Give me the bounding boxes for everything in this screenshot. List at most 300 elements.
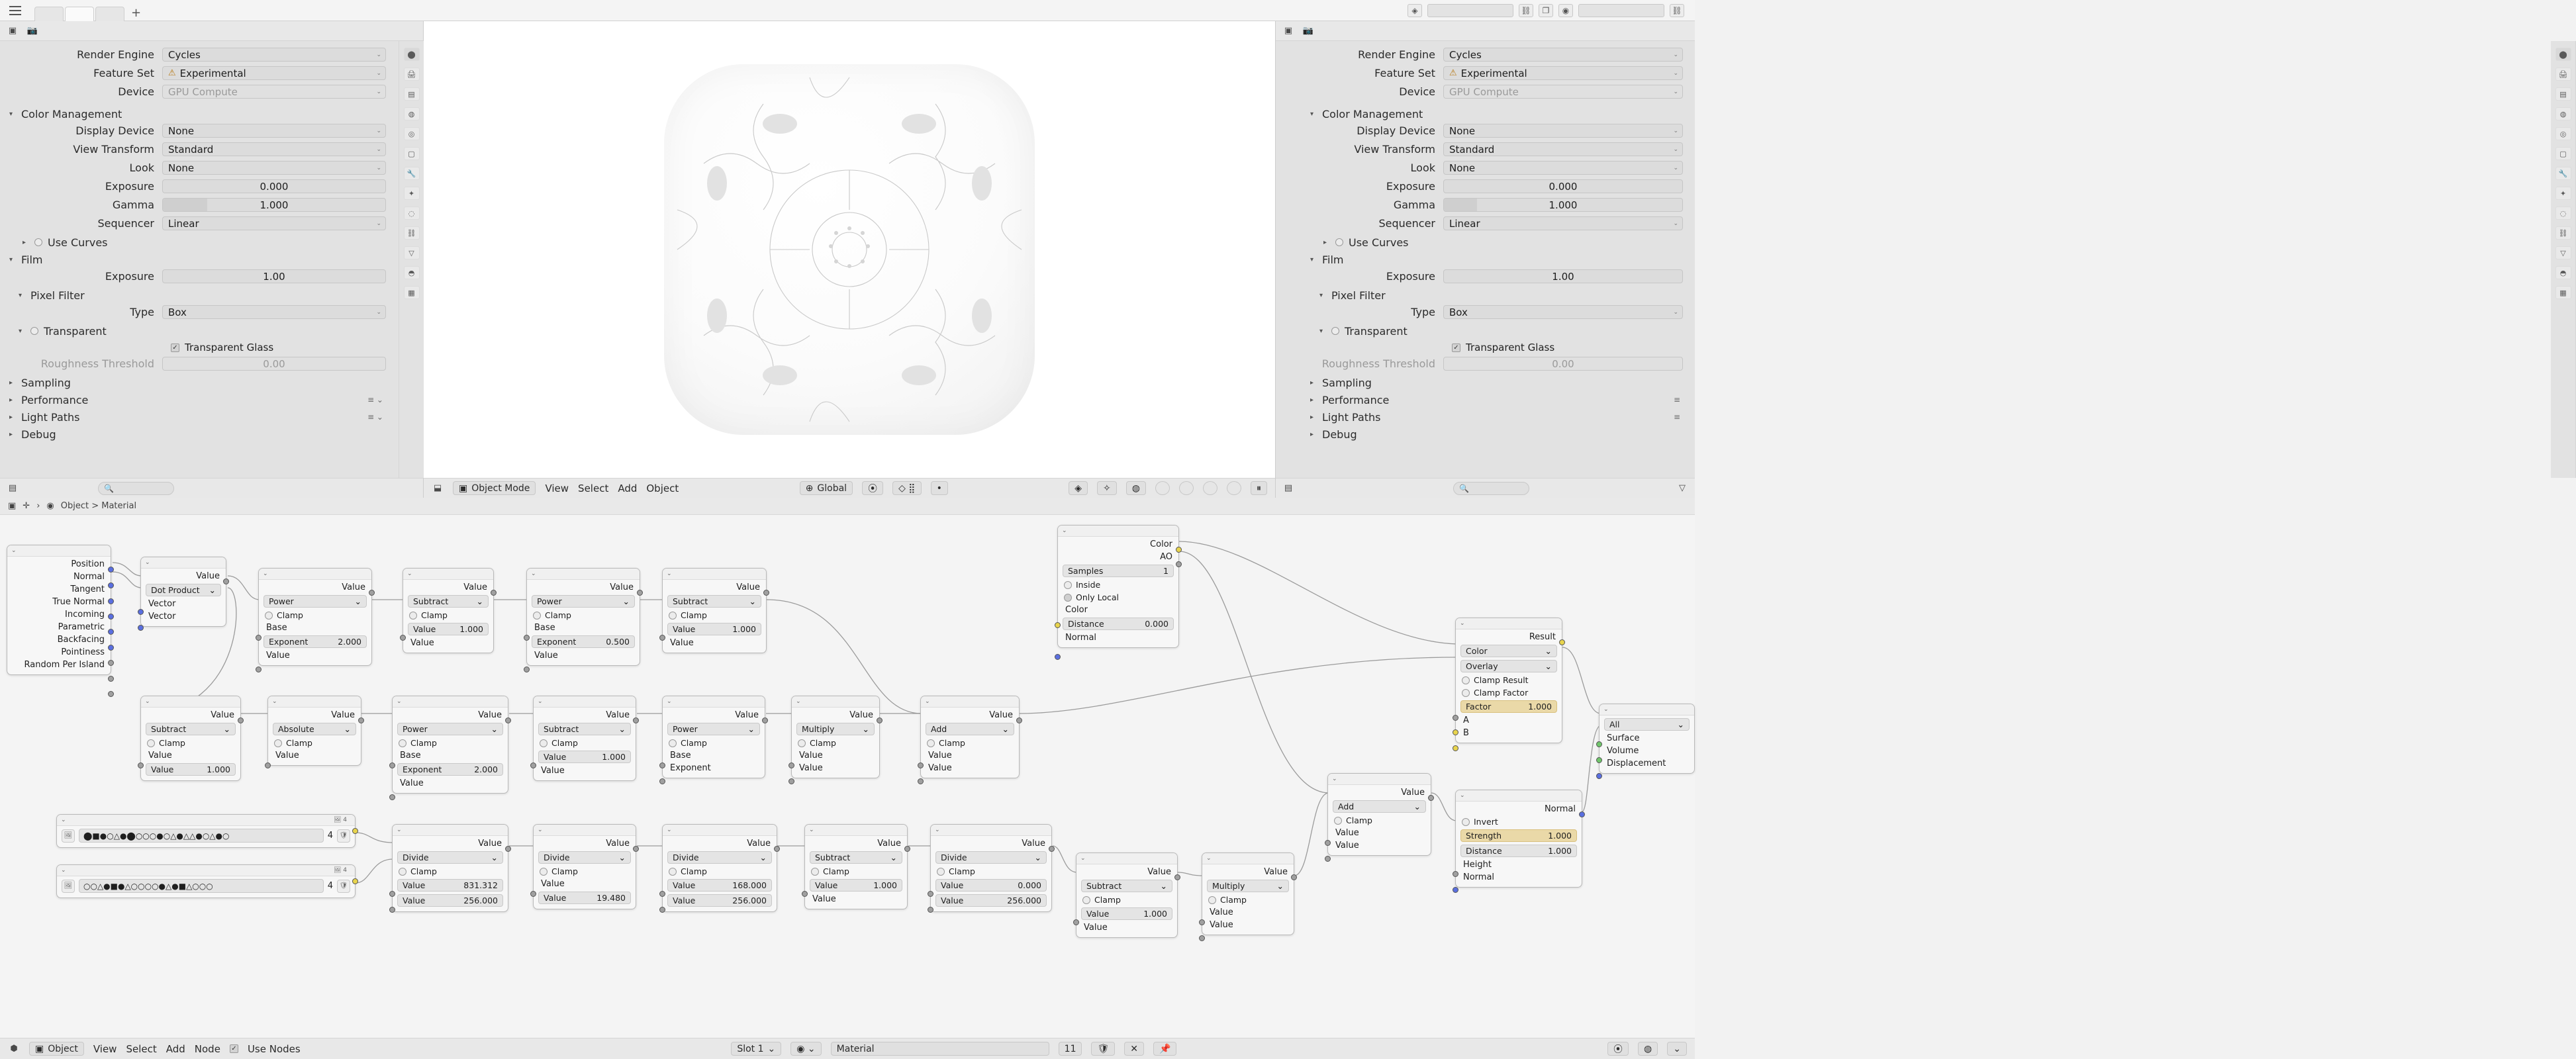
node-bump[interactable] [1455,790,1582,888]
render-properties-icon[interactable]: 📷 [26,26,38,36]
output-socket[interactable] [369,590,375,596]
menu-object[interactable]: Object [646,482,679,494]
world-icon[interactable]: ◉ [1558,4,1573,17]
node-header[interactable]: ⌄ 🖼 4 [57,815,355,826]
node-ambient-occlusion[interactable] [1057,525,1179,648]
operation-dropdown[interactable]: Multiply ⌄ [796,723,875,735]
output-socket[interactable] [108,614,114,620]
exponent-field[interactable] [263,635,367,648]
add-node-icon[interactable]: ✛ [23,501,30,511]
clamp-row[interactable] [1333,815,1426,825]
viewport-canvas[interactable] [424,21,1275,478]
operation-dropdown[interactable]: Add ⌄ [926,723,1014,735]
clamp-row[interactable] [146,738,236,748]
value-field[interactable] [538,892,631,904]
editor-type-icon[interactable]: ⬓ [433,483,442,493]
value-field-1[interactable] [667,879,772,892]
input-socket[interactable] [928,891,933,897]
output-socket[interactable] [637,590,643,596]
tab-render[interactable]: ⬤ [2555,48,2571,61]
input-socket[interactable] [389,794,395,800]
node-header[interactable]: ⌄ [663,569,766,580]
display-device-dropdown[interactable] [162,124,386,138]
clamp-checkbox[interactable] [399,868,406,876]
operation-dropdown[interactable]: Power ⌄ [532,595,635,608]
input-socket-factor[interactable] [1453,715,1458,721]
input-socket[interactable] [1073,919,1079,925]
transparent-checkbox[interactable] [1331,327,1339,335]
operation-dropdown[interactable]: Add ⌄ [1333,800,1426,813]
image-users-count[interactable]: 4 [327,881,333,891]
material-name-field[interactable] [831,1042,1049,1056]
device-dropdown[interactable] [1443,85,1683,99]
menu-add[interactable]: Add [618,482,638,494]
clamp-row[interactable] [263,610,367,620]
use-curves-section[interactable] [0,234,398,251]
debug-section[interactable] [0,426,398,443]
operation-dropdown[interactable]: Subtract ⌄ [146,723,236,735]
shield-icon[interactable]: 🛡 [1091,1042,1115,1056]
clamp-checkbox[interactable] [1208,896,1216,904]
node-math-subtract-1[interactable] [403,568,494,653]
clamp-row[interactable] [1081,895,1172,905]
menu-select[interactable]: Select [126,1042,157,1055]
clamp-row[interactable] [796,738,875,748]
output-socket-normal[interactable] [1579,811,1585,817]
value-field[interactable] [667,623,761,635]
node-header[interactable]: ⌄ [663,825,777,836]
input-socket-normal[interactable] [1453,887,1458,893]
gamma-slider[interactable] [1443,198,1683,212]
browse-image-icon[interactable]: 🖼 [62,829,75,843]
input-socket[interactable] [659,635,665,641]
light-paths-extra-icons[interactable]: ≡ ⌄ [367,412,383,422]
snap-toggle[interactable]: ⦿ [862,481,883,495]
transform-orientation-dropdown[interactable] [800,481,853,495]
node-header[interactable]: ⌄ [393,696,508,708]
add-workspace-button[interactable]: + [131,5,142,20]
pixel-filter-type-dropdown[interactable] [1443,305,1683,319]
sampling-section[interactable] [0,374,398,391]
node-header[interactable]: ⌄ [259,569,371,580]
operation-dropdown[interactable]: Power ⌄ [397,723,503,735]
samples-field[interactable] [1063,565,1174,577]
overlay-toggle[interactable]: ◍ [1126,481,1146,495]
transparent-section[interactable] [1301,322,1695,340]
feature-set-dropdown[interactable] [162,66,386,80]
output-socket[interactable] [633,717,639,723]
options-node-icon[interactable]: ⌄ [1667,1042,1687,1056]
exposure-slider[interactable] [162,179,386,193]
output-socket[interactable] [1049,846,1055,852]
node-header[interactable]: ⌄ [805,825,907,836]
tab-data[interactable]: ▽ [404,246,420,259]
clamp-row[interactable] [667,738,760,748]
menu-add[interactable]: Add [166,1042,185,1055]
film-section[interactable] [1301,251,1695,268]
roughness-threshold-slider[interactable] [1443,357,1683,371]
image-name-field[interactable] [79,879,324,893]
overlay-node-icon[interactable]: ◍ [1638,1042,1658,1056]
node-header[interactable]: ⌄ [1076,853,1177,864]
editor-type-icon[interactable]: ▣ [8,26,17,36]
view-transform-dropdown[interactable] [162,142,386,156]
shader-type-dropdown[interactable] [29,1042,84,1056]
clamp-row[interactable] [273,738,356,748]
output-socket[interactable] [762,717,768,723]
clamp-checkbox[interactable] [669,612,677,620]
operation-dropdown[interactable]: Multiply ⌄ [1207,880,1289,892]
tab-material[interactable]: ◓ [404,266,420,279]
tab-physics[interactable]: ◌ [404,207,420,220]
tab-object[interactable]: ▢ [2555,147,2571,160]
input-socket[interactable] [918,762,924,768]
input-socket[interactable] [530,762,536,768]
material-users-count[interactable] [1059,1042,1082,1056]
output-socket[interactable] [491,590,497,596]
input-socket-b[interactable] [1453,745,1458,751]
input-socket-a[interactable] [1453,729,1458,735]
pixel-filter-type-dropdown[interactable] [162,305,386,319]
clamp-checkbox[interactable] [540,868,548,876]
output-socket[interactable] [223,578,229,584]
input-socket[interactable] [530,891,536,897]
node-header[interactable]: ⌄ [1328,774,1431,785]
performance-extra-icons[interactable]: ≡ [1673,395,1680,404]
output-socket-ao[interactable] [1176,561,1182,567]
workspace-tab-1[interactable] [34,7,64,21]
menu-view[interactable]: View [545,482,569,494]
clamp-checkbox[interactable] [409,612,417,620]
input-socket[interactable] [524,635,530,641]
node-image-texture-group-2[interactable] [56,864,356,898]
clamp-checkbox[interactable] [265,612,273,620]
tab-particles[interactable]: ✦ [404,187,420,200]
clamp-result-row[interactable] [1460,675,1557,685]
node-geometry[interactable] [7,545,111,675]
look-dropdown[interactable] [1443,161,1683,175]
transparent-checkbox[interactable] [30,327,38,335]
color-management-section[interactable] [1301,105,1695,122]
node-math-subtract-5[interactable] [804,824,908,909]
clamp-row[interactable] [532,610,635,620]
view-transform-dropdown[interactable] [1443,142,1683,156]
clamp-row[interactable] [397,738,503,748]
exponent-field[interactable] [532,635,635,648]
node-math-power-3[interactable] [392,696,508,794]
editor-type-icon[interactable]: ⬢ [10,1044,18,1054]
node-header[interactable]: ⌄ [403,569,493,580]
input-socket[interactable] [788,762,794,768]
node-math-divide-3[interactable] [662,824,777,912]
node-header[interactable]: ⌄ [1058,526,1178,537]
sequencer-dropdown[interactable] [162,216,386,230]
exponent-field[interactable] [397,763,503,776]
node-header[interactable]: ⌄ [931,825,1051,836]
input-socket[interactable] [802,891,808,897]
target-dropdown[interactable]: All ⌄ [1604,718,1690,731]
use-curves-checkbox[interactable] [1335,238,1343,246]
input-socket[interactable] [389,762,395,768]
clamp-checkbox[interactable] [669,868,677,876]
node-math-subtract-3[interactable] [140,696,241,781]
mode-dropdown[interactable] [453,481,536,495]
clamp-row[interactable] [810,866,902,876]
use-nodes-checkbox[interactable]: ✓ [230,1044,238,1053]
only-local-checkbox[interactable] [1064,594,1072,602]
output-socket[interactable] [238,717,244,723]
operation-dropdown[interactable]: Divide ⌄ [667,851,772,864]
pixel-filter-section[interactable] [0,287,398,304]
tab-scene[interactable]: ◍ [404,107,420,120]
only-local-row[interactable] [1063,592,1174,602]
tab-world[interactable]: ◎ [404,127,420,140]
debug-section[interactable] [1301,426,1695,443]
tab-scene[interactable]: ◍ [2555,107,2571,120]
output-socket[interactable] [505,846,511,852]
node-header[interactable]: ⌄ [1599,704,1694,715]
operation-dropdown[interactable]: Subtract ⌄ [1081,880,1172,892]
value-field-1[interactable] [935,879,1047,892]
pixel-filter-section[interactable] [1301,287,1695,304]
value-field-2[interactable] [935,894,1047,907]
material-browse-icon[interactable]: ◉ ⌄ [790,1042,821,1056]
clamp-row[interactable] [667,866,772,876]
node-header[interactable]: ⌄ [141,557,226,569]
node-header[interactable]: ⌄ [268,696,361,708]
output-socket[interactable] [1291,874,1297,880]
clamp-row[interactable] [1207,895,1289,905]
film-section[interactable] [0,251,398,268]
input-socket[interactable] [1325,856,1331,862]
tab-texture[interactable]: ▦ [2555,286,2571,299]
output-socket[interactable] [904,846,910,852]
node-math-subtract-4[interactable] [533,696,636,781]
input-socket[interactable] [389,907,395,913]
world-link-icon[interactable]: ⛓ [1670,4,1684,17]
output-socket-color[interactable] [1176,547,1182,553]
menu-select[interactable]: Select [578,482,609,494]
render-properties-icon[interactable]: 📷 [1302,26,1314,36]
operation-dropdown[interactable]: Dot Product ⌄ [146,584,221,596]
tab-material[interactable]: ◓ [2555,266,2571,279]
tab-view-layer[interactable]: ▤ [2555,87,2571,101]
input-socket[interactable] [256,635,262,641]
tab-constraints[interactable]: ⛓ [404,226,420,240]
invert-checkbox[interactable] [1462,818,1470,826]
feature-set-dropdown[interactable] [1443,66,1683,80]
operation-dropdown[interactable]: Power ⌄ [263,595,367,608]
use-curves-checkbox[interactable] [34,238,42,246]
render-engine-dropdown[interactable] [1443,48,1683,62]
roughness-threshold-slider[interactable] [162,357,386,371]
clamp-checkbox[interactable] [399,739,406,747]
output-socket[interactable] [108,676,114,682]
close-icon[interactable]: ✕ [1124,1042,1144,1056]
slot-dropdown[interactable]: Slot 1 ⌄ [731,1042,781,1056]
input-socket[interactable] [1325,840,1331,846]
clamp-row[interactable] [667,610,761,620]
value-field[interactable] [810,879,902,892]
input-socket[interactable] [659,778,665,784]
pause-render-button[interactable]: ⏸ [1251,481,1267,495]
input-socket-color[interactable] [1055,622,1061,628]
clamp-factor-row[interactable] [1460,688,1557,698]
film-exposure-slider[interactable] [162,269,386,283]
output-socket-result[interactable] [1559,639,1565,645]
film-exposure-slider[interactable] [1443,269,1683,283]
output-socket[interactable] [763,590,769,596]
tab-view-layer[interactable]: ▤ [404,87,420,101]
clamp-checkbox[interactable] [533,612,541,620]
operation-dropdown[interactable]: Subtract ⌄ [538,723,631,735]
node-header[interactable]: ⌄ [663,696,765,708]
output-socket[interactable] [108,582,114,588]
input-socket-surface[interactable] [1596,741,1602,747]
clamp-checkbox[interactable] [1082,896,1090,904]
node-material-output[interactable] [1599,704,1695,774]
tab-texture[interactable]: ▦ [404,286,420,299]
output-socket[interactable] [108,691,114,697]
copy-icon[interactable]: ❐ [1539,4,1553,17]
color-dropdown[interactable]: Color ⌄ [1460,645,1557,657]
tab-physics[interactable]: ◌ [2555,207,2571,220]
tab-render[interactable]: ⬤ [404,48,420,61]
tab-modifiers[interactable]: 🔧 [404,167,420,180]
clamp-result-checkbox[interactable] [1462,676,1470,684]
clamp-row[interactable] [408,610,489,620]
clamp-checkbox[interactable] [811,868,819,876]
clamp-factor-checkbox[interactable] [1462,689,1470,697]
input-socket-displacement[interactable] [1596,773,1602,779]
pin-icon[interactable]: 📌 [1153,1042,1176,1056]
node-math-multiply-1[interactable] [791,696,880,778]
input-socket-volume[interactable] [1596,757,1602,763]
input-socket[interactable] [524,667,530,672]
node-math-subtract-2[interactable] [662,568,767,653]
snap-node-icon[interactable]: ⦿ [1607,1042,1629,1056]
clamp-checkbox[interactable] [274,739,282,747]
value-field-2[interactable] [667,894,772,907]
input-socket[interactable] [788,778,794,784]
node-header[interactable]: ⌄ [7,545,111,557]
tab-world[interactable]: ◎ [2555,127,2571,140]
clamp-checkbox[interactable] [540,739,548,747]
menu-node[interactable]: Node [194,1042,220,1055]
value-field[interactable] [538,751,631,763]
tab-constraints[interactable]: ⛓ [2555,226,2571,240]
pivot-dropdown[interactable]: • [931,481,948,495]
clamp-row[interactable] [538,866,631,876]
workspace-tab-2[interactable] [65,7,94,21]
node-mix-rgb[interactable] [1455,618,1562,743]
output-socket[interactable] [108,629,114,635]
performance-section[interactable] [1301,391,1695,408]
node-math-power-4[interactable] [662,696,765,778]
node-math-add-1[interactable] [920,696,1020,778]
node-header[interactable]: ⌄ [534,825,636,836]
operation-dropdown[interactable]: Divide ⌄ [397,851,503,864]
node-header[interactable]: ⌄ [1456,790,1582,802]
proportional-edit-toggle[interactable]: ◇ ⣿ [892,481,921,495]
operation-dropdown[interactable]: Absolute ⌄ [273,723,356,735]
output-socket[interactable] [108,598,114,604]
inside-checkbox[interactable] [1064,581,1072,589]
invert-row[interactable] [1460,817,1577,827]
shading-material-button[interactable] [1203,481,1217,495]
shield-icon[interactable]: 🛡 [337,880,350,893]
input-socket[interactable] [138,625,144,631]
node-header[interactable]: ⌄ [792,696,879,708]
distance-field[interactable] [1063,618,1174,630]
output-socket[interactable] [877,717,883,723]
output-socket[interactable] [352,878,358,884]
input-socket[interactable] [138,609,144,615]
strength-field[interactable] [1460,829,1577,842]
render-engine-dropdown[interactable] [162,48,386,62]
search-input[interactable] [1453,482,1529,495]
node-math-subtract-6[interactable] [1076,852,1178,938]
browse-image-icon[interactable]: 🖼 [62,880,75,893]
input-socket[interactable] [138,762,144,768]
factor-field[interactable] [1460,700,1557,713]
input-socket[interactable] [400,635,406,641]
tab-data[interactable]: ▽ [2555,246,2571,259]
distance-field[interactable] [1460,845,1577,857]
color-management-section[interactable] [0,105,398,122]
input-socket[interactable] [265,762,271,768]
output-socket[interactable] [633,846,639,852]
light-paths-section[interactable] [0,408,398,426]
transparent-glass-checkbox[interactable]: ✓ [1452,344,1460,352]
output-socket[interactable] [1174,874,1180,880]
input-socket[interactable] [389,891,395,897]
transparent-glass-checkbox[interactable]: ✓ [171,344,179,352]
node-math-absolute[interactable] [267,696,361,766]
node-math-divide-1[interactable] [392,824,508,912]
output-socket[interactable] [774,846,780,852]
input-socket-normal[interactable] [1055,654,1061,660]
clamp-checkbox[interactable] [937,868,945,876]
image-name-field[interactable] [79,829,324,843]
node-header[interactable]: ⌄ [393,825,508,836]
output-socket[interactable] [1016,717,1022,723]
editor-type-icon[interactable]: ▣ [1284,26,1293,36]
node-header[interactable]: ⌄ [141,696,240,708]
node-header[interactable]: ⌄ [527,569,640,580]
clamp-row[interactable] [397,866,503,876]
clamp-checkbox[interactable] [147,739,155,747]
shading-solid-button[interactable] [1179,481,1194,495]
light-paths-section[interactable] [1301,408,1695,426]
input-socket[interactable] [1199,935,1205,941]
world-field[interactable] [1578,4,1664,17]
editor-type-icon[interactable]: ▤ [8,483,17,493]
input-socket[interactable] [659,762,665,768]
image-users-count[interactable]: 4 [327,831,333,841]
value-field[interactable] [146,763,236,776]
output-socket[interactable] [1428,795,1434,801]
sequencer-dropdown[interactable] [1443,216,1683,230]
operation-dropdown[interactable]: Divide ⌄ [538,851,631,864]
shield-icon[interactable]: 🛡 [337,829,350,843]
shading-wireframe-button[interactable] [1155,481,1170,495]
output-socket[interactable] [505,717,511,723]
tab-output[interactable]: 🖨 [2555,68,2571,81]
tab-output[interactable]: 🖨 [404,68,420,81]
blend-mode-dropdown[interactable]: Overlay ⌄ [1460,660,1557,672]
gamma-slider[interactable] [162,198,386,212]
